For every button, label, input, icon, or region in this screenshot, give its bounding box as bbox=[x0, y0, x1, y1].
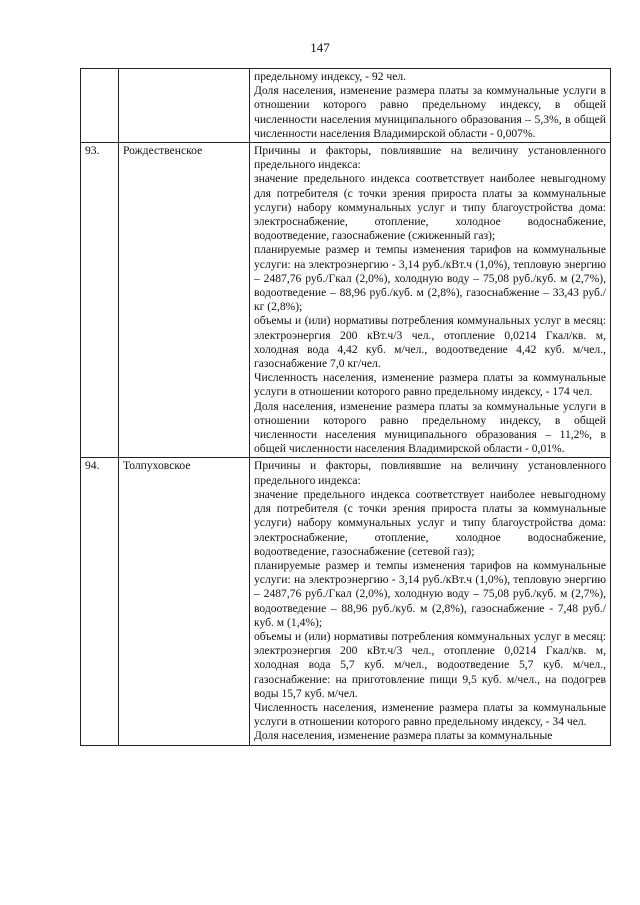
paragraph: объемы и (или) нормативы потребления коммунальных услуг в месяц: электроэнергия 200 кВт.ч/3 чел., отопление 0,0214 Гкал/кв. м, холодная вода 5,7 куб. м/чел., водоотведение 5,7 куб. м/чел., газоснабжение: на приготовление пищи 9,5 куб. м/чел., на подогрев воды 15,7 куб. м/чел. bbox=[254, 629, 606, 700]
paragraph: Доля населения, изменение размера платы за коммунальные услуги в отношении которого равно предельному индексу, в общей численности населения муниципального образования – 11,2%, в общей численности населения Владимирской области - 0,01%. bbox=[254, 399, 606, 456]
paragraph: Численность населения, изменение размера платы за коммунальные услуги в отношении которого равно предельному индексу, - 174 чел. bbox=[254, 371, 606, 399]
paragraph: планируемые размер и темпы изменения тарифов на коммунальные услуги: на электроэнергию - 3,14 руб./кВт.ч (1,0%), тепловую энергию – 2487,76 руб./Гкал (2,0%), холодную воду – 75,08 руб./куб. м (2,7%), водоотведение – 88,96 руб./куб. м (2,8%), газоснабжение – 33,43 руб./кг (2,8%); bbox=[254, 243, 606, 314]
paragraph: значение предельного индекса соответствует наиболее невыгодному для потребителя (с точки зрения прироста платы за коммунальные услуги) набору коммунальных услуг и типу благоустройства дома: электроснабжение, отопление, холодное водоснабжение, водоотведение, газоснабжение (сжиженный газ); bbox=[254, 172, 606, 243]
page-number: 147 bbox=[310, 40, 330, 55]
paragraph: Причины и факторы, повлиявшие на величину установленного предельного индекса: bbox=[254, 459, 606, 487]
municipality-name: Толпуховское bbox=[119, 458, 250, 745]
paragraph: Причины и факторы, повлиявшие на величину установленного предельного индекса: bbox=[254, 144, 606, 172]
row-number bbox=[81, 69, 119, 143]
paragraph: Доля населения, изменение размера платы за коммунальные услуги в отношении которого равно предельному индексу, в общей численности населения муниципального образования – 5,3%, в общей численности населения Владимирской области - 0,007%. bbox=[254, 84, 606, 140]
row-number: 94. bbox=[81, 458, 119, 745]
row-number: 93. bbox=[81, 143, 119, 458]
paragraph: объемы и (или) нормативы потребления коммунальных услуг в месяц: электроэнергия 200 кВт.ч/3 чел., отопление 0,0214 Гкал/кв. м, холодная вода 4,42 куб. м/чел., водоотведение 4,42 куб. м/чел., газоснабжение 7,0 кг/чел. bbox=[254, 314, 606, 371]
paragraph: планируемые размер и темпы изменения тарифов на коммунальные услуги: на электроэнергию - 3,14 руб./кВт.ч (1,0%), тепловую энергию – 2487,76 руб./Гкал (2,0%), холодную воду – 75,08 руб./куб. м (2,7%), водоотведение – 88,96 руб./куб. м (2,8%), газоснабжение - 7,48 руб./куб. м (1,4%); bbox=[254, 558, 606, 629]
tariff-table bbox=[80, 68, 611, 746]
paragraph: значение предельного индекса соответствует наиболее невыгодному для потребителя (с точки зрения прироста платы за коммунальные услуги) набору коммунальных услуг и типу благоустройства дома: электроснабжение, отопление, холодное водоснабжение, водоотведение, газоснабжение (сетевой газ); bbox=[254, 487, 606, 558]
paragraph: Численность населения, изменение размера платы за коммунальные услуги в отношении которого равно предельному индексу, - 34 чел. bbox=[254, 700, 606, 729]
municipality-name bbox=[119, 69, 250, 143]
row-description bbox=[250, 143, 611, 458]
table-row bbox=[81, 69, 611, 143]
row-description bbox=[250, 458, 611, 745]
table-row bbox=[81, 143, 611, 458]
paragraph: предельному индексу, - 92 чел. bbox=[254, 70, 407, 83]
table-row bbox=[81, 458, 611, 745]
paragraph: Доля населения, изменение размера платы за коммунальные bbox=[254, 729, 553, 743]
municipality-name: Рождественское bbox=[119, 143, 250, 458]
row-description bbox=[250, 69, 611, 143]
